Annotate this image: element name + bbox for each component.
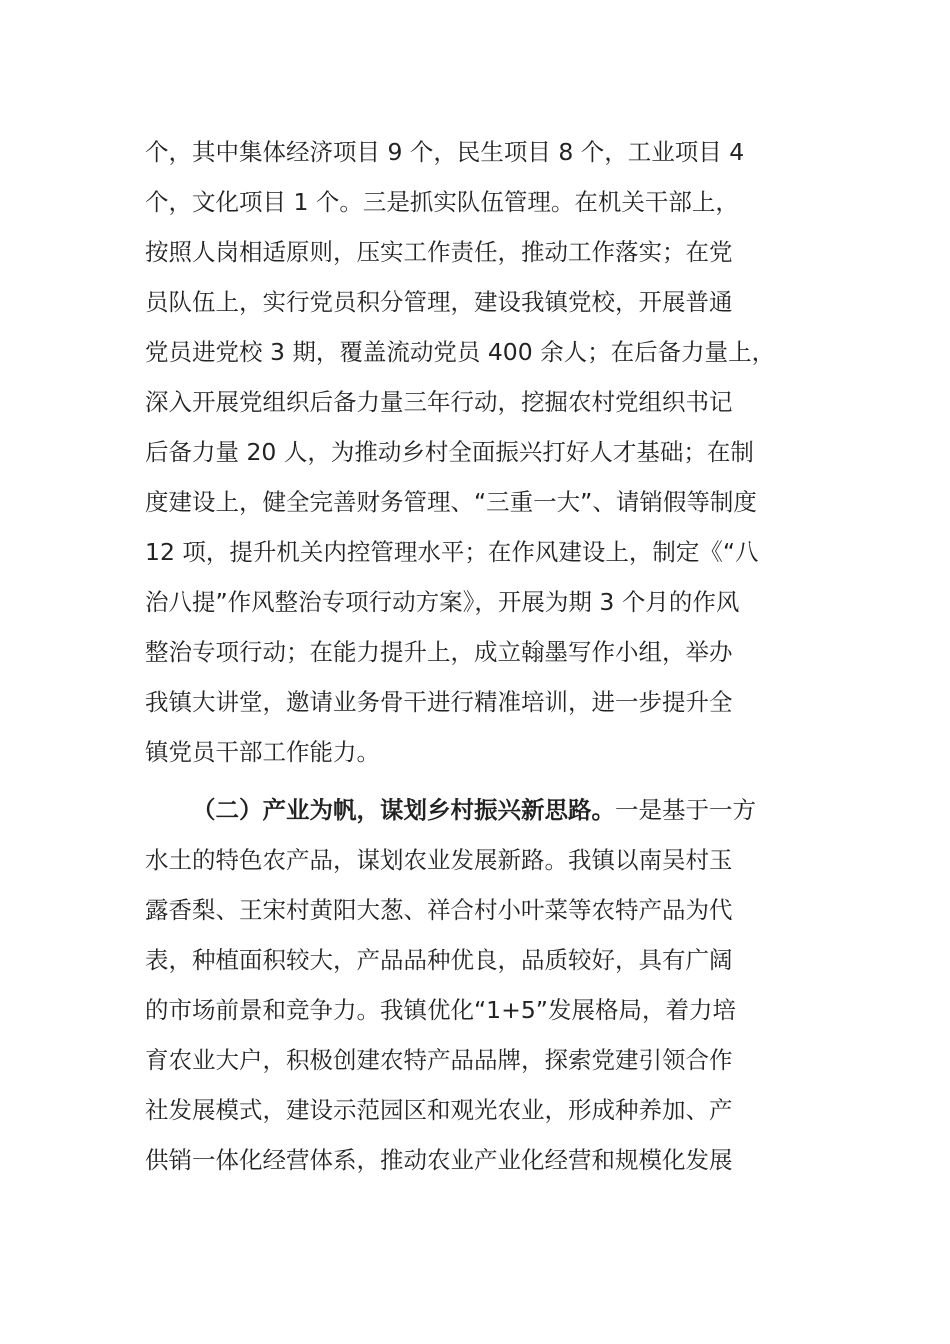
text-line: 整治专项行动；在能力提升上，成立翰墨写作小组，举办 [145, 638, 733, 666]
text-line: 我镇大讲堂，邀请业务骨干进行精准培训，进一步提升全 [145, 688, 733, 716]
text-line: 深入开展党组织后备力量三年行动，挖掘农村党组织书记 [145, 388, 733, 416]
text-line: 供销一体化经营体系，推动农业产业化经营和规模化发展 [145, 1146, 733, 1174]
text-line: 后备力量 20 人，为推动乡村全面振兴打好人才基础；在制 [145, 438, 754, 466]
text-line: 治八提”作风整治专项行动方案》，开展为期 3 个月的作风 [145, 588, 740, 616]
text-line: 12 项，提升机关内控管理水平；在作风建设上，制定《“八 [145, 538, 759, 566]
text-line: 水土的特色农产品，谋划农业发展新路。我镇以南吴村玉 [145, 846, 733, 874]
text-line: 表，种植面积较大，产品品种优良，品质较好，具有广阔 [145, 946, 733, 974]
text-line: 按照人岗相适原则，压实工作责任，推动工作落实；在党 [145, 238, 733, 266]
heading-continuation: 一是基于一方 [615, 796, 756, 824]
text-line: 育农业大户，积极创建农特产品品牌，探索党建引领合作 [145, 1046, 733, 1074]
text-line: 镇党员干部工作能力。 [145, 738, 380, 766]
text-line: 员队伍上，实行党员积分管理，建设我镇党校，开展普通 [145, 288, 733, 316]
text-line: 露香梨、王宋村黄阳大葱、祥合村小叶菜等农特产品为代 [145, 896, 733, 924]
first-line [145, 785, 810, 835]
paragraph-industry [145, 785, 810, 1185]
text-line: 个，其中集体经济项目 9 个，民生项目 8 个，工业项目 4 [145, 138, 745, 166]
section-heading: （二）产业为帆，谋划乡村振兴新思路。 [192, 796, 615, 824]
text-line: 社发展模式，建设示范园区和观光农业，形成种养加、产 [145, 1096, 733, 1124]
text-line: 度建设上，健全完善财务管理、“三重一大”、请销假等制度 [145, 488, 757, 516]
text-line: 党员进党校 3 期，覆盖流动党员 400 余人；在后备力量上， [145, 338, 776, 366]
paragraph-party-building [145, 127, 810, 777]
text-line: 的市场前景和竞争力。我镇优化“1+5”发展格局，着力培 [145, 996, 736, 1024]
text-line: 个，文化项目 1 个。三是抓实队伍管理。在机关干部上， [145, 188, 739, 216]
